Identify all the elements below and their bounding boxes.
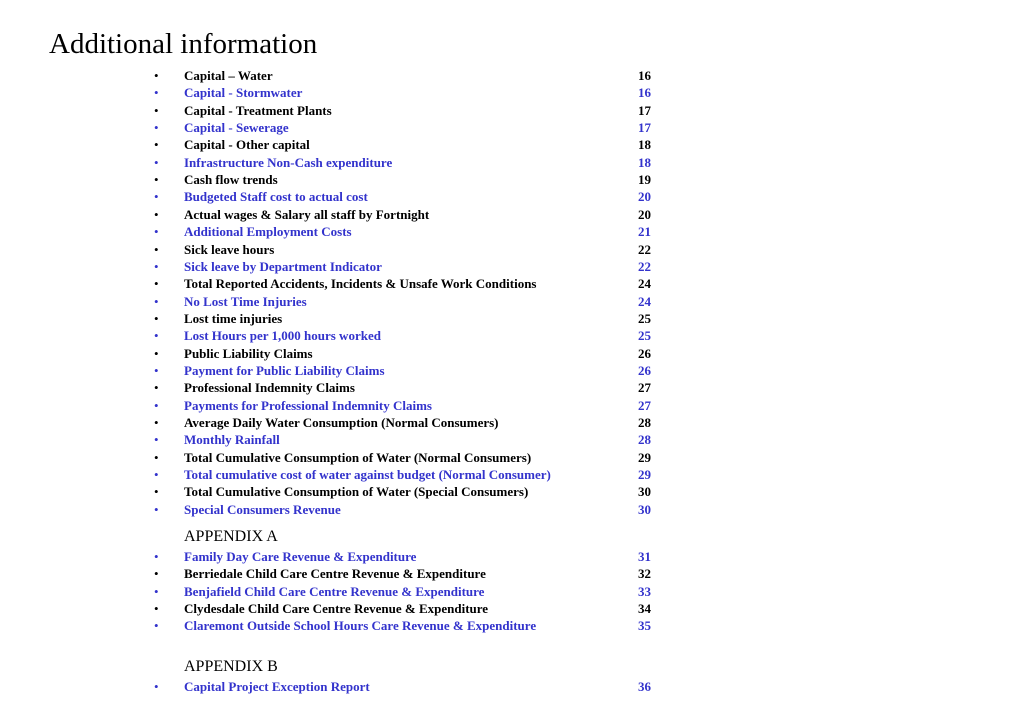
item-label: Capital - Stormwater bbox=[184, 85, 303, 101]
item-label: Lost time injuries bbox=[184, 310, 283, 326]
page-number: 31 bbox=[638, 549, 651, 564]
bullet-icon: • bbox=[154, 449, 159, 465]
item-label: Total cumulative cost of water against budget (Normal Consumer) bbox=[184, 467, 551, 483]
bullet-icon: • bbox=[154, 224, 159, 240]
bullet-icon: • bbox=[154, 618, 159, 634]
page-number: 26 bbox=[638, 345, 651, 361]
page-number: 22 bbox=[638, 258, 651, 274]
bullet-icon: • bbox=[154, 206, 159, 222]
appendix-a-heading: APPENDIX A bbox=[184, 528, 278, 545]
item-label: Sick leave hours bbox=[184, 241, 275, 257]
bullet-icon: • bbox=[154, 120, 159, 136]
page-number: 35 bbox=[638, 618, 651, 634]
bullet-icon: • bbox=[154, 467, 159, 483]
bullet-icon: • bbox=[154, 241, 159, 257]
bullet-icon: • bbox=[154, 501, 159, 517]
page-number: 22 bbox=[638, 241, 651, 257]
item-label: Capital Project Exception Report bbox=[184, 679, 370, 694]
bullet-icon: • bbox=[154, 137, 159, 153]
page-number: 27 bbox=[638, 397, 651, 413]
bullet-icon: • bbox=[154, 362, 159, 378]
page-number: 29 bbox=[638, 467, 651, 483]
page-number: 19 bbox=[638, 172, 651, 188]
page-number: 18 bbox=[638, 154, 651, 170]
page-number: 16 bbox=[638, 68, 651, 83]
page-number: 16 bbox=[638, 85, 651, 101]
item-label: Average Daily Water Consumption (Normal Consumers) bbox=[184, 415, 499, 430]
page-title: Additional information bbox=[49, 28, 318, 60]
bullet-icon: • bbox=[154, 258, 159, 274]
bullet-icon: • bbox=[154, 601, 159, 617]
item-label: Payments for Professional Indemnity Claims bbox=[184, 397, 432, 413]
item-label: Berriedale Child Care Centre Revenue & Expenditure bbox=[184, 566, 486, 582]
item-label: Special Consumers Revenue bbox=[184, 501, 341, 517]
page-number: 32 bbox=[638, 566, 651, 582]
bullet-icon: • bbox=[154, 293, 159, 309]
item-label: Capital – Water bbox=[184, 68, 273, 83]
bullet-icon: • bbox=[154, 345, 159, 361]
item-label: Claremont Outside School Hours Care Revenue & Expenditure bbox=[184, 618, 537, 634]
item-label: Clydesdale Child Care Centre Revenue & Expenditure bbox=[184, 601, 489, 617]
bullet-icon: • bbox=[154, 583, 159, 599]
item-label: Actual wages & Salary all staff by Fortnight bbox=[184, 206, 430, 222]
page-number: 25 bbox=[638, 310, 651, 326]
bullet-icon: • bbox=[154, 566, 159, 582]
bullet-icon: • bbox=[154, 549, 159, 564]
bullet-icon: • bbox=[154, 328, 159, 344]
item-label: Additional Employment Costs bbox=[184, 224, 352, 240]
bullet-icon: • bbox=[154, 276, 159, 292]
item-label: Total Cumulative Consumption of Water (Special Consumers) bbox=[184, 484, 529, 500]
item-label: Benjafield Child Care Centre Revenue & Expenditure bbox=[184, 583, 485, 599]
page-number: 20 bbox=[638, 206, 651, 222]
page-number: 33 bbox=[638, 583, 651, 599]
page-number: 21 bbox=[638, 224, 651, 240]
bullet-icon: • bbox=[154, 380, 159, 396]
bullet-icon: • bbox=[154, 172, 159, 188]
item-label: Total Reported Accidents, Incidents & Unsafe Work Conditions bbox=[184, 276, 537, 292]
bullet-icon: • bbox=[154, 189, 159, 205]
item-label: Cash flow trends bbox=[184, 172, 278, 188]
page-number: 34 bbox=[638, 601, 651, 617]
bullet-icon: • bbox=[154, 102, 159, 118]
bullet-icon: • bbox=[154, 68, 159, 83]
bullet-icon: • bbox=[154, 85, 159, 101]
page-number: 18 bbox=[638, 137, 651, 153]
item-label: Payment for Public Liability Claims bbox=[184, 362, 385, 378]
bullet-icon: • bbox=[154, 397, 159, 413]
item-label: Total Cumulative Consumption of Water (Normal Consumers) bbox=[184, 449, 532, 465]
bullet-icon: • bbox=[154, 679, 159, 694]
item-label: Sick leave by Department Indicator bbox=[184, 258, 382, 274]
item-label: Budgeted Staff cost to actual cost bbox=[184, 189, 368, 205]
bullet-icon: • bbox=[154, 484, 159, 500]
item-label: Capital - Treatment Plants bbox=[184, 102, 332, 118]
bullet-icon: • bbox=[154, 432, 159, 448]
page-number: 25 bbox=[638, 328, 651, 344]
item-label: Capital - Other capital bbox=[184, 137, 310, 153]
item-label: Public Liability Claims bbox=[184, 345, 313, 361]
page-number: 28 bbox=[638, 415, 651, 430]
appendix-b-heading: APPENDIX B bbox=[184, 658, 278, 675]
page-number: 28 bbox=[638, 432, 651, 448]
page-number: 30 bbox=[638, 501, 651, 517]
page-number: 27 bbox=[638, 380, 651, 396]
item-label: Infrastructure Non-Cash expenditure bbox=[184, 154, 393, 170]
page-number: 26 bbox=[638, 362, 651, 378]
page-number: 20 bbox=[638, 189, 651, 205]
bullet-icon: • bbox=[154, 310, 159, 326]
item-label: Capital - Sewerage bbox=[184, 120, 289, 136]
page-number: 30 bbox=[638, 484, 651, 500]
page-number: 29 bbox=[638, 449, 651, 465]
item-label: Monthly Rainfall bbox=[184, 432, 280, 448]
page-number: 17 bbox=[638, 102, 651, 118]
page-number: 36 bbox=[638, 679, 651, 694]
item-label: Professional Indemnity Claims bbox=[184, 380, 355, 396]
bullet-icon: • bbox=[154, 154, 159, 170]
item-label: Lost Hours per 1,000 hours worked bbox=[184, 328, 381, 344]
page-number: 24 bbox=[638, 276, 651, 292]
item-label: Family Day Care Revenue & Expenditure bbox=[184, 549, 417, 564]
bullet-icon: • bbox=[154, 415, 159, 430]
page-number: 24 bbox=[638, 293, 651, 309]
page-number: 17 bbox=[638, 120, 651, 136]
item-label: No Lost Time Injuries bbox=[184, 293, 307, 309]
